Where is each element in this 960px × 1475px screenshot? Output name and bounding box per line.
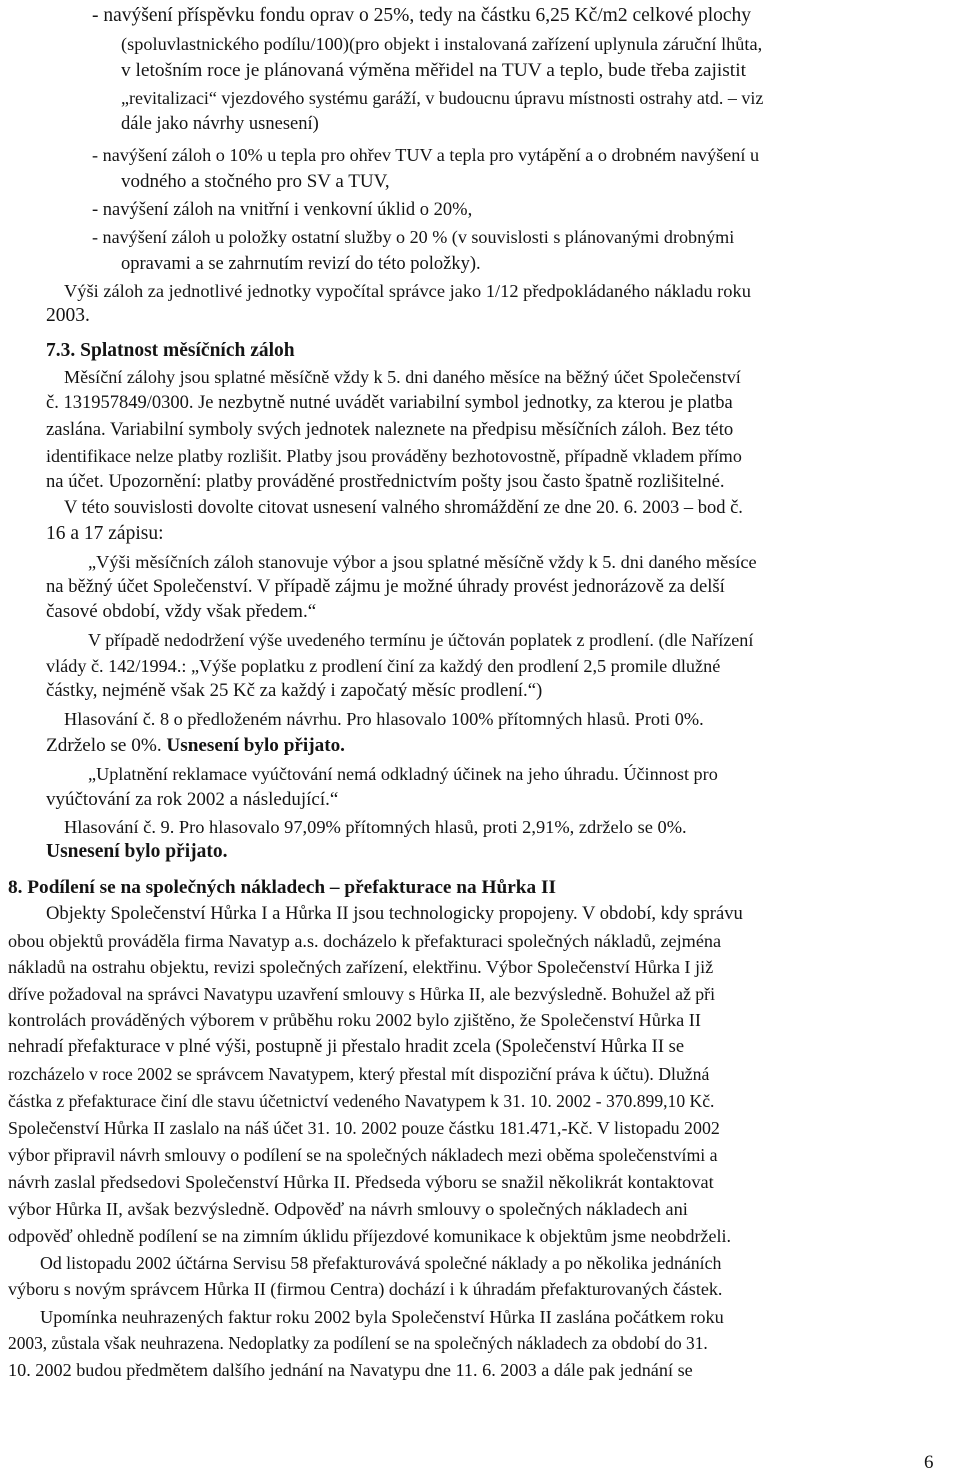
text-span: Zdrželo se 0%. — [46, 735, 167, 756]
quote-line: „Výši měsíčních záloh stanovuje výbor a jsou splatné měsíčně vždy k 5. dni daného měsíce — [88, 552, 757, 572]
text-line: zaslána. Variabilní symboly svých jednotek naleznete na předpisu měsíčních záloh. Bez této — [46, 419, 734, 440]
text-line: výbor připravil návrh smlouvy o podílení se na společných nákladech mezi oběma společenstvími a — [8, 1145, 718, 1165]
text-line — [46, 734, 345, 758]
text-line: na účet. Upozornění: platby prováděné prostřednictvím pošty jsou často špatně rozlišitelné. — [46, 471, 725, 492]
text-line: identifikace nelze platby rozlišit. Platby jsou prováděny bezhotovostně, případně vkladem přímo — [46, 446, 742, 466]
text-line: - navýšení příspěvku fondu oprav o 25%, tedy na částku 6,25 Kč/m2 celkové plochy — [92, 5, 752, 26]
section-heading: 7.3. Splatnost měsíčních záloh — [46, 340, 295, 361]
text-line: kontrolách prováděných výborem v průběhu roku 2002 bylo zjištěno, že Společenství Hůrka II — [8, 1010, 701, 1030]
text-line: (spoluvlastnického podílu/100)(pro objekt i instalovaná zařízení uplynula záruční lhůta, — [121, 34, 763, 54]
text-line: Hlasování č. 8 o předloženém návrhu. Pro hlasovalo 100% přítomných hlasů. Proti 0%. — [64, 709, 704, 729]
text-line: Výši záloh za jednotlivé jednotky vypočítal správce jako 1/12 předpokládaného nákladu roku — [64, 281, 751, 301]
quote-line: na běžný účet Společenství. V případě zájmu je možné úhrady provést jednorázově za delší — [46, 576, 725, 597]
text-line: Objekty Společenství Hůrka I a Hůrka II jsou technologicky propojeny. V období, kdy správu — [46, 903, 743, 924]
text-line: 2003. — [46, 305, 90, 326]
text-line: - navýšení záloh u položky ostatní služby o 20 % (v souvislosti s plánovanými drobnými — [92, 227, 735, 247]
text-line: odpověď ohledně podílení se na zimním úklidu příjezdové komunikace k objektům jsme neobdrželi. — [8, 1226, 731, 1246]
quote-line: vyúčtování za rok 2002 a následující.“ — [46, 789, 339, 810]
text-line: Hlasování č. 9. Pro hlasovalo 97,09% přítomných hlasů, proti 2,91%, zdrželo se 0%. — [64, 817, 687, 837]
text-line: opravami a se zahrnutím revizí do této položky). — [121, 254, 481, 274]
text-line: obou objektů prováděla firma Navatyp a.s. docházelo k přefakturaci společných nákladů, zejména — [8, 931, 722, 951]
text-line: výbor Hůrka II, avšak bezvýsledně. Odpověď na návrh smlouvy o společných nákladech ani — [8, 1199, 688, 1219]
text-line: částka z přefakturace činí dle stavu účetnictví vedeného Navatypem k 31. 10. 2002 - 370.899,10 Kč. — [8, 1091, 715, 1111]
text-line: Společenství Hůrka II zaslalo na náš účet 31. 10. 2002 pouze částku 181.471,-Kč. V listopadu 2002 — [8, 1118, 720, 1138]
text-line: 10. 2002 budou předmětem dalšího jednání na Navatypu dne 11. 6. 2003 a dále pak jednání se — [8, 1360, 693, 1380]
text-line: rozcházelo v roce 2002 se správcem Navatypem, který přestal mít dispoziční práva k účtu). Dlužná — [8, 1064, 710, 1084]
text-line: Od listopadu 2002 účtárna Servisu 58 přefakturovává společné náklady a po několika jednáních — [40, 1253, 722, 1273]
text-line: nákladů na ostrahu objektu, revizi společných zařízení, elektřinu. Výbor Společenství Hůrka I již — [8, 957, 714, 977]
text-line: v letošním roce je plánovaná výměna měřidel na TUV a teplo, bude třeba zajistit — [121, 60, 746, 81]
text-line: vlády č. 142/1994.: „Výše poplatku z prodlení činí za každý den prodlení 2,5 promile dlužné — [46, 656, 721, 676]
text-line: dříve požadoval na správci Navatypu uzavření smlouvy s Hůrka II, ale bezvýsledně. Bohužel až při — [8, 984, 716, 1004]
page-number: 6 — [924, 1452, 934, 1473]
quote-line: časové období, vždy však předem.“ — [46, 601, 317, 622]
text-line: V této souvislosti dovolte citovat usnesení valného shromáždění ze dne 20. 6. 2003 – bod č. — [64, 498, 743, 518]
text-line: částky, nejméně však 25 Kč za každý i započatý měsíc prodlení.“) — [46, 680, 543, 701]
text-line: 2003, zůstala však neuhrazena. Nedoplatky za podílení se na společných nákladech za období do 31. — [8, 1333, 708, 1353]
text-line: nehradí přefakturace v plné výši, postupně ji přestalo hradit zcela (Společenství Hůrka II se — [8, 1037, 685, 1057]
text-line: návrh zaslal předsedovi Společenství Hůrka II. Předseda výboru se snažil několikrát kontaktovat — [8, 1172, 714, 1192]
text-line: č. 131957849/0300. Je nezbytně nutné uvádět variabilní symbol jednotky, za kterou je platba — [46, 393, 733, 413]
resolution-adopted: Usnesení bylo přijato. — [46, 841, 228, 862]
resolution-adopted: Usnesení bylo přijato. — [166, 735, 345, 756]
section-heading: 8. Podílení se na společných nákladech – přefakturace na Hůrka II — [8, 877, 556, 898]
text-line: Upomínka neuhrazených faktur roku 2002 byla Společenství Hůrka II zaslána počátkem roku — [40, 1307, 724, 1327]
text-line: „revitalizaci“ vjezdového systému garáží, v budoucnu úpravu místnosti ostrahy atd. – viz — [121, 88, 764, 108]
text-line: Měsíční zálohy jsou splatné měsíčně vždy k 5. dni daného měsíce na běžný účet Společenství — [64, 367, 741, 387]
text-line: - navýšení záloh na vnitřní i venkovní úklid o 20%, — [92, 200, 473, 220]
quote-line: „Uplatnění reklamace vyúčtování nemá odkladný účinek na jeho úhradu. Účinnost pro — [88, 764, 718, 784]
text-line: vodného a stočného pro SV a TUV, — [121, 171, 390, 192]
text-line: dále jako návrhy usnesení) — [121, 114, 319, 134]
text-line: výboru s novým správcem Hůrka II (firmou Centra) dochází i k úhradám přefakturovaných částek. — [8, 1279, 723, 1299]
text-line: - navýšení záloh o 10% u tepla pro ohřev TUV a tepla pro vytápění a o drobném navýšení u — [92, 145, 760, 165]
text-line: 16 a 17 zápisu: — [46, 523, 164, 544]
text-line: V případě nedodržení výše uvedeného termínu je účtován poplatek z prodlení. (dle Nařízení — [88, 630, 754, 650]
